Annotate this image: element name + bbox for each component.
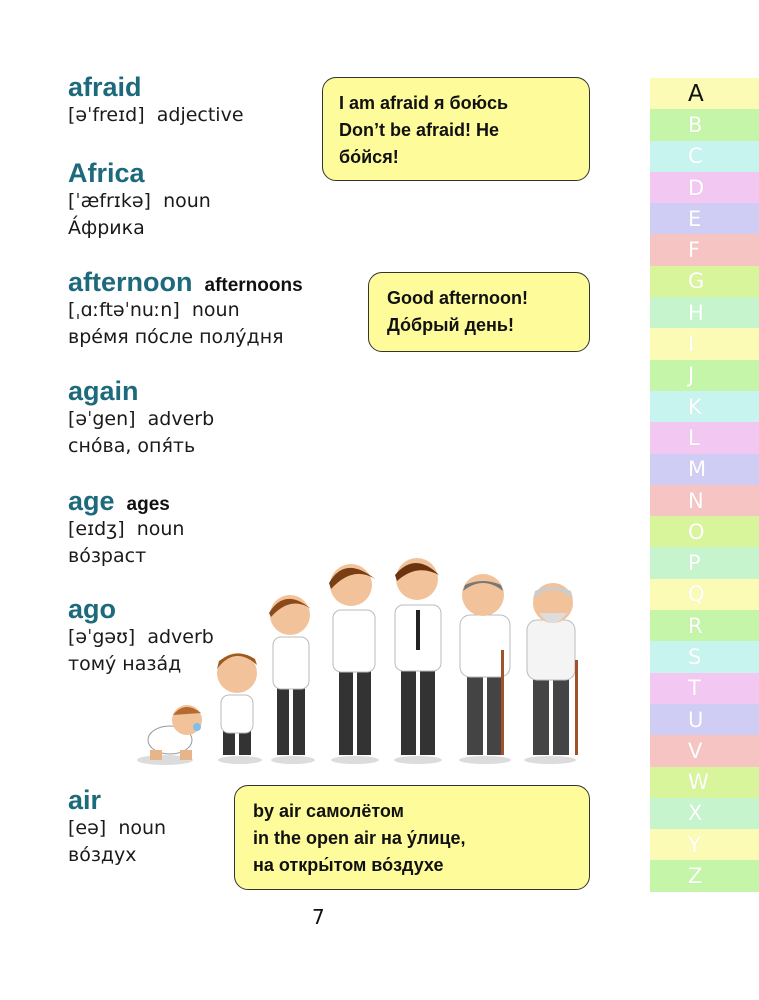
alphabet-tab-b[interactable]: B (650, 109, 759, 140)
translation: во́зраст (68, 545, 147, 567)
alphabet-tab-l[interactable]: L (650, 422, 759, 453)
alphabet-tab-i[interactable]: I (650, 328, 759, 359)
example-line: До́брый день! (387, 315, 514, 335)
entry-air (68, 785, 166, 869)
alphabet-tab-z[interactable]: Z (650, 860, 759, 891)
teen-figure (329, 564, 379, 764)
plural-form: afternoons (204, 275, 303, 296)
alphabet-tab-w[interactable]: W (650, 767, 759, 798)
child-figure (269, 595, 315, 764)
headword: afraid (68, 72, 142, 102)
example-line: Good afternoon! (387, 288, 528, 308)
headword: again (68, 376, 139, 406)
example-bubble-afraid (322, 77, 590, 181)
headword: Africa (68, 158, 145, 188)
alphabet-tab-h[interactable]: H (650, 297, 759, 328)
part-of-speech: adverb (147, 408, 215, 430)
transcription: [ˈæfrɪkə] (68, 190, 151, 212)
transcription: [əˈfreɪd] (68, 104, 145, 126)
baby-figure (137, 705, 202, 765)
alphabet-tab-s[interactable]: S (650, 641, 759, 672)
transcription: [ˌɑːftəˈnuːn] (68, 299, 180, 321)
plural-form: ages (126, 494, 170, 515)
alphabet-tab-n[interactable]: N (650, 485, 759, 516)
headword: ago (68, 594, 117, 624)
example-line: by air самолётом (253, 801, 404, 821)
alphabet-tab-q[interactable]: Q (650, 579, 759, 610)
alphabet-tab-d[interactable]: D (650, 172, 759, 203)
translation: А́фрика (68, 217, 145, 239)
example-line: на откры́том во́здухе (253, 855, 444, 875)
alphabet-tab-f[interactable]: F (650, 234, 759, 265)
translation: тому́ наза́д (68, 653, 182, 675)
alphabet-tab-p[interactable]: P (650, 547, 759, 578)
alphabet-tab-c[interactable]: C (650, 141, 759, 172)
alphabet-tab-j[interactable]: J (650, 360, 759, 391)
alphabet-tab-g[interactable]: G (650, 266, 759, 297)
alphabet-tab-v[interactable]: V (650, 735, 759, 766)
transcription: [eə] (68, 817, 107, 839)
alphabet-tab-e[interactable]: E (650, 203, 759, 234)
headword: afternoon (68, 267, 193, 297)
headword: air (68, 785, 102, 815)
translation: сно́ва, опя́ть (68, 435, 196, 457)
alphabet-tab-m[interactable]: M (650, 454, 759, 485)
transcription: [əˈgen] (68, 408, 136, 430)
alphabet-tab-o[interactable]: O (650, 516, 759, 547)
alphabet-tab-a[interactable]: A (650, 78, 759, 109)
elderly-figure (524, 583, 578, 764)
entry-again (68, 376, 214, 460)
example-bubble-air (234, 785, 590, 890)
part-of-speech: adverb (147, 626, 214, 648)
alphabet-tab-u[interactable]: U (650, 704, 759, 735)
entry-afraid (68, 72, 244, 129)
translation: во́здух (68, 844, 137, 866)
translation: вре́мя по́сле полу́дня (68, 326, 284, 348)
example-line: бо́йся! (339, 147, 399, 167)
part-of-speech: noun (191, 299, 240, 321)
part-of-speech: noun (118, 817, 167, 839)
alphabet-tab-t[interactable]: T (650, 673, 759, 704)
example-line: I am afraid я бою́сь (339, 93, 509, 113)
part-of-speech: noun (163, 190, 211, 212)
alphabet-tab-x[interactable]: X (650, 798, 759, 829)
toddler-figure (217, 653, 262, 764)
example-line: in the open air на у́лице, (253, 828, 466, 848)
entry-africa (68, 158, 211, 242)
alphabet-tab-k[interactable]: K (650, 391, 759, 422)
adult-figure (394, 558, 442, 764)
middle-aged-figure (459, 574, 511, 764)
transcription: [eɪdʒ] (68, 518, 125, 540)
part-of-speech: adjective (156, 104, 244, 126)
transcription: [əˈgəʊ] (68, 626, 136, 648)
alphabet-index (650, 78, 759, 892)
page-number: 7 (312, 905, 325, 929)
example-line: Don’t be afraid! Не (339, 120, 500, 140)
entry-afternoon (68, 267, 303, 351)
part-of-speech: noun (136, 518, 185, 540)
ages-illustration (135, 555, 595, 770)
headword: age (68, 486, 115, 516)
alphabet-tab-r[interactable]: R (650, 610, 759, 641)
example-bubble-afternoon (368, 272, 590, 352)
alphabet-tab-y[interactable]: Y (650, 829, 759, 860)
